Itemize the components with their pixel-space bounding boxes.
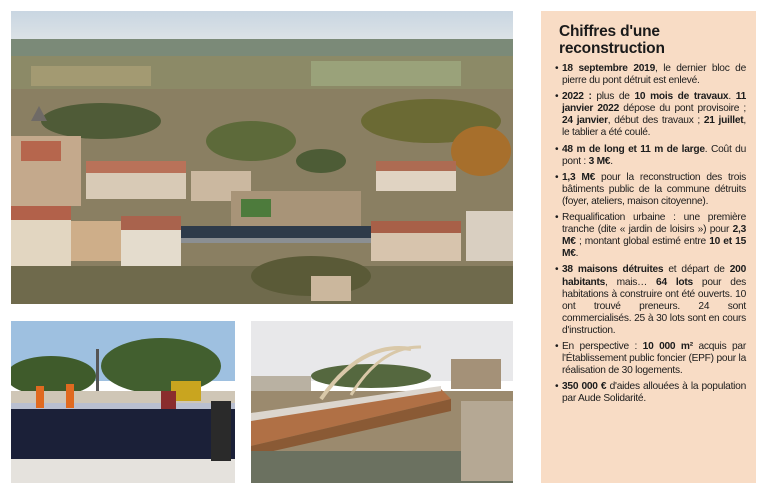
- fact-item: [555, 63, 746, 87]
- fact-emphasis: 3 M€: [588, 155, 611, 167]
- fact-emphasis: 18 septembre 2019: [562, 63, 656, 74]
- fact-text: , mais…: [605, 276, 657, 288]
- fact-emphasis: 11 janvier 2022: [562, 91, 746, 115]
- fact-emphasis: 1,3 M€: [562, 171, 596, 183]
- fact-text: , début des travaux ;: [607, 115, 704, 127]
- fact-text: pour des habitations à construire ont été ouverts. 10 ont trouvé preneurs. 24 sont commercialisés. 25 à 30 lots sont en cours d'instruction.: [562, 276, 746, 336]
- sidebar-title: Chiffres d'une reconstruction: [559, 23, 665, 57]
- fact-emphasis: 2,3 M€: [562, 224, 746, 248]
- fact-text: dépose du pont provisoire ;: [619, 103, 746, 115]
- fact-emphasis: 48 m de long et 11 m de large: [562, 143, 705, 155]
- fact-item: [555, 91, 746, 139]
- fact-emphasis: 200 habitants: [562, 264, 746, 288]
- fact-emphasis: 2022 :: [562, 91, 592, 103]
- fact-text: pour la reconstruction des trois bâtiments public de la commune détruits (foyer, ateliers, maison citoyenne).: [562, 171, 746, 207]
- fact-item: [555, 381, 746, 405]
- fact-emphasis: 21 juillet: [703, 115, 744, 127]
- fact-text: , le dernier bloc de pierre du pont détruit est enlevé.: [562, 63, 746, 87]
- fact-text: .: [575, 248, 579, 260]
- fact-text: . Coût du pont :: [562, 143, 747, 167]
- fact-emphasis: 24 janvier: [562, 115, 608, 127]
- fact-item: [555, 212, 746, 260]
- fact-text: , le tablier a été coulé.: [562, 115, 747, 139]
- fact-text: et départ de: [663, 264, 730, 276]
- fact-text: En perspective :: [562, 340, 643, 352]
- fact-text: Requalification urbaine : une première tranche (dite « jardin de loisirs ») pour: [562, 212, 746, 236]
- aerial-village-photo: [11, 11, 513, 304]
- fact-text: .: [728, 91, 736, 103]
- fact-item: [555, 172, 746, 208]
- fact-item: [555, 341, 746, 377]
- fact-item: [555, 264, 746, 337]
- fact-emphasis: 10 et 15 M€: [562, 236, 746, 260]
- fact-text: ; montant global estimé entre: [575, 236, 710, 248]
- fact-emphasis: 10 000 m²: [642, 340, 693, 352]
- fact-item: [555, 144, 746, 168]
- fact-text: d'aides allouées à la population par Aude Solidarité.: [562, 381, 746, 405]
- facts-list: [555, 63, 746, 405]
- figures-sidebar: [541, 11, 756, 483]
- fact-emphasis: 64 lots: [656, 276, 693, 288]
- fact-emphasis: 350 000 €: [562, 381, 607, 393]
- fact-text: acquis par l'Établissement public foncier (EPF) pour la réalisation de 30 logements.: [562, 340, 746, 377]
- fact-text: plus de: [591, 91, 635, 103]
- fact-emphasis: 38 maisons détruites: [562, 264, 664, 276]
- workers-on-bridge-deck-photo: [11, 321, 235, 483]
- fact-text: .: [610, 155, 613, 167]
- bridge-construction-photo: [251, 321, 513, 483]
- fact-emphasis: 10 mois de travaux: [634, 91, 729, 103]
